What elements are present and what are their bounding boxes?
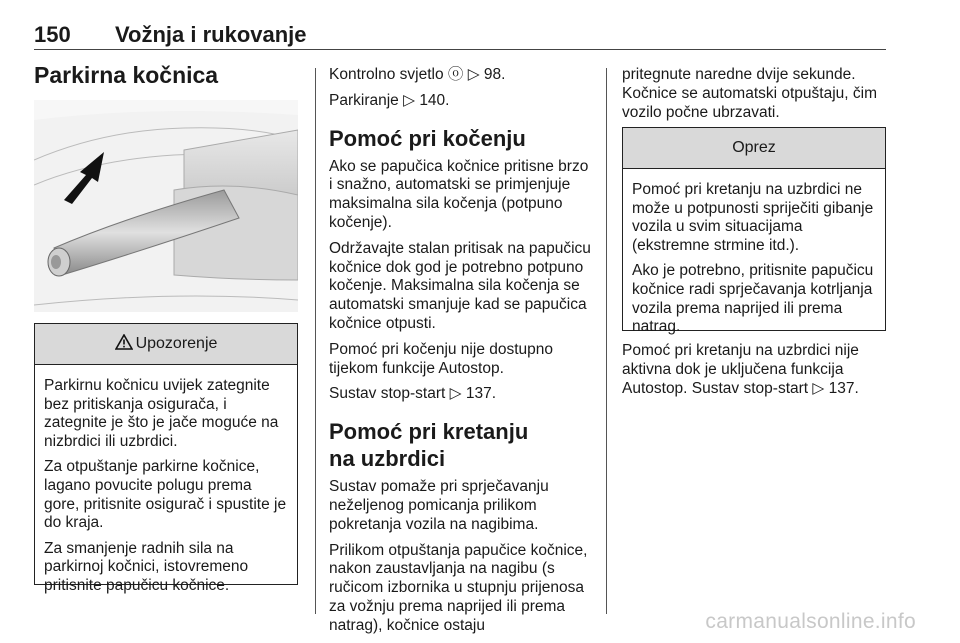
paragraph: Pomoć pri kretanju na uzbrdici nije aktivna dok je uključena funkcija Autostop. Sustav stop-start ▷ 137.: [622, 342, 859, 397]
paragraph: Pomoć pri kočenju nije dostupno tijekom funkcije Autostop.: [329, 340, 554, 377]
warning-paragraph: Parkirnu kočnicu uvijek zategnite bez pritiskanja osigurača, i zategnite je što je jače moguće na nizbrdici ili uzbrdici.: [44, 377, 279, 450]
parking-brake-illustration: [34, 100, 298, 312]
caution-paragraph: Ako je potrebno, pritisnite papučicu kočnice radi sprječavanja kotrljanja vozila prema naprijed ili prema natrag.: [632, 262, 874, 336]
column-divider-2: [606, 68, 607, 614]
section-title-hill-start-assist: Pomoć pri kretanju na uzbrdici: [329, 419, 529, 472]
column-2: [329, 66, 595, 643]
caution-box-body: [623, 169, 885, 337]
warning-triangle-icon: [115, 334, 133, 355]
chapter-title: Vožnja i rukovanje: [115, 22, 307, 47]
caution-box: [622, 127, 886, 336]
paragraph: Održavajte stalan pritisak na papučicu kočnice dok god je potrebno potpuno kočenje. Maksimalna sila kočenja se automatski smanjuje kad se papučica kočnice otpusti.: [329, 239, 591, 332]
caution-paragraph: Pomoć pri kretanju na uzbrdici ne može u potpunosti spriječiti gibanje vozila u svim situacijama (ekstremne strmine itd.).: [632, 181, 874, 254]
header-rule: [34, 49, 886, 50]
warning-paragraph: Za smanjenje radnih sila na parkirnoj kočnici, istovremeno pritisnite papučicu kočnice.: [44, 539, 249, 594]
caution-title: Oprez: [732, 139, 776, 156]
paragraph: Ako se papučica kočnice pritisne brzo i snažno, automatski se primjenjuje maksimalna sila kočenja (potpuno kočenje).: [329, 157, 589, 231]
warning-box-header: [35, 324, 297, 365]
column-3-bottom: [622, 342, 888, 405]
caution-box-header: [623, 128, 885, 169]
column-3: [622, 66, 888, 129]
footer-watermark: carmanualsonline.info: [705, 610, 916, 633]
column-divider-1: [315, 68, 316, 614]
section-title-brake-assist: Pomoć pri kočenju: [329, 125, 526, 151]
reference-indicator-light: Kontrolno svjetlo ⓞ ▷ 98.: [329, 66, 506, 83]
reference-stop-start: Sustav stop-start ▷ 137.: [329, 385, 496, 403]
parking-brake-figure: [34, 100, 298, 312]
warning-box-body: [35, 365, 297, 596]
paragraph: pritegnute naredne dvije sekunde. Kočnice se automatski otpuštaju, čim vozilo počne ubrzavati.: [622, 66, 878, 121]
warning-box: [34, 323, 298, 594]
section-title-parking-brake: Parkirna kočnica: [34, 62, 219, 88]
reference-parking: Parkiranje ▷ 140.: [329, 91, 450, 109]
warning-paragraph: Za otpuštanje parkirne kočnice, lagano povucite polugu prema gore, pritisnite osigurač i spustite je do kraja.: [44, 458, 287, 532]
warning-title: Upozorenje: [135, 335, 218, 352]
paragraph: Sustav pomaže pri sprječavanju neželjenog pomicanja prilikom pokretanja vozila na nagibima.: [329, 478, 549, 533]
paragraph: Prilikom otpuštanja papučice kočnice, nakon zaustavljanja na nagibu (s ručicom izbornika u stupnju prijenosa za vožnju prema naprijed ili prema natrag), kočnice ostaju: [329, 541, 588, 634]
page-number: 150: [34, 22, 71, 47]
